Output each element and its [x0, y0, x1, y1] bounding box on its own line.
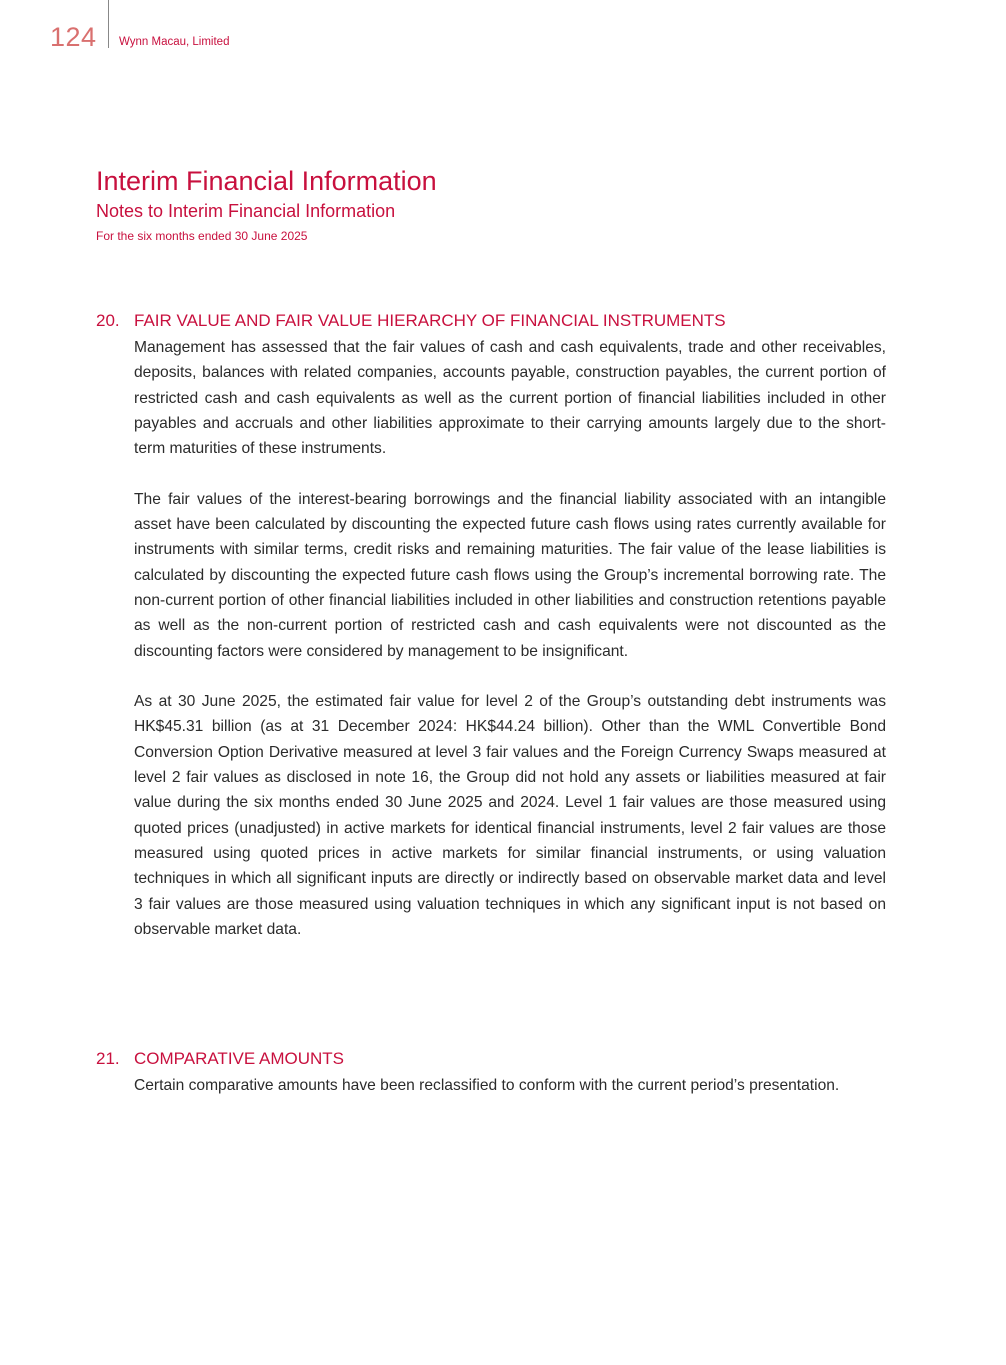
- paragraph: Certain comparative amounts have been reclassified to conform with the current period’s presentation.: [134, 1077, 840, 1094]
- page-title: Interim Financial Information: [96, 166, 437, 196]
- page-number: 124: [50, 22, 97, 52]
- section-heading: [96, 1049, 886, 1073]
- section-number: 21.: [96, 1049, 120, 1068]
- section-title: COMPARATIVE AMOUNTS: [134, 1049, 345, 1068]
- paragraph: As at 30 June 2025, the estimated fair value for level 2 of the Group’s outstanding debt instruments was HK$45.31 billion (as at 31 December 2024: HK$44.24 billion). Other than the WML Convertible Bond Conversion Option Derivative measured at level 3 fair values and the Foreign Currency Swaps measured at level 2 fair values as disclosed in note 16, the Group did not hold any assets or liabilities measured at fair value during the six months ended 30 June 2025 and 2024. Level 1 fair values are those measured using quoted prices (unadjusted) in active markets for identical financial instruments, level 2 fair values are those measured using quoted prices in active markets for similar financial instruments, or using valuation techniques in which all significant inputs are directly or indirectly based on observable market data and level 3 fair values are those measured using valuation techniques in which any significant input is not based on observable market data.: [134, 693, 886, 938]
- paragraph: The fair values of the interest-bearing borrowings and the financial liability associated with an intangible asset have been calculated by discounting the expected future cash flows using rates currently available for instruments with similar terms, credit risks and remaining maturities. The fair value of the lease liabilities is calculated by discounting the expected future cash flows using the Group’s incremental borrowing rate. The non-current portion of other financial liabilities included in other liabilities and construction retentions payable as well as the non-current portion of restricted cash and cash equivalents were not discounted as the discounting factors were considered by management to be insignificant.: [134, 490, 886, 660]
- section-number: 20.: [96, 311, 120, 330]
- header-divider: [108, 0, 109, 48]
- section-21: [96, 1049, 886, 1098]
- page-subtitle: Notes to Interim Financial Information: [96, 201, 396, 221]
- paragraph: Management has assessed that the fair values of cash and cash equivalents, trade and other receivables, deposits, balances with related companies, accounts payable, construction payables, the current portion of restricted cash and cash equivalents as well as the current portion of financial liabilities included in other payables and accruals and other liabilities approximate to their carrying amounts largely due to the short-term maturities of these instruments.: [134, 339, 886, 458]
- company-name: Wynn Macau, Limited: [119, 36, 230, 48]
- section-title: FAIR VALUE AND FAIR VALUE HIERARCHY OF FINANCIAL INSTRUMENTS: [134, 311, 726, 330]
- section-heading: [96, 311, 886, 335]
- period-label: For the six months ended 30 June 2025: [96, 229, 308, 243]
- section-20: [96, 311, 886, 942]
